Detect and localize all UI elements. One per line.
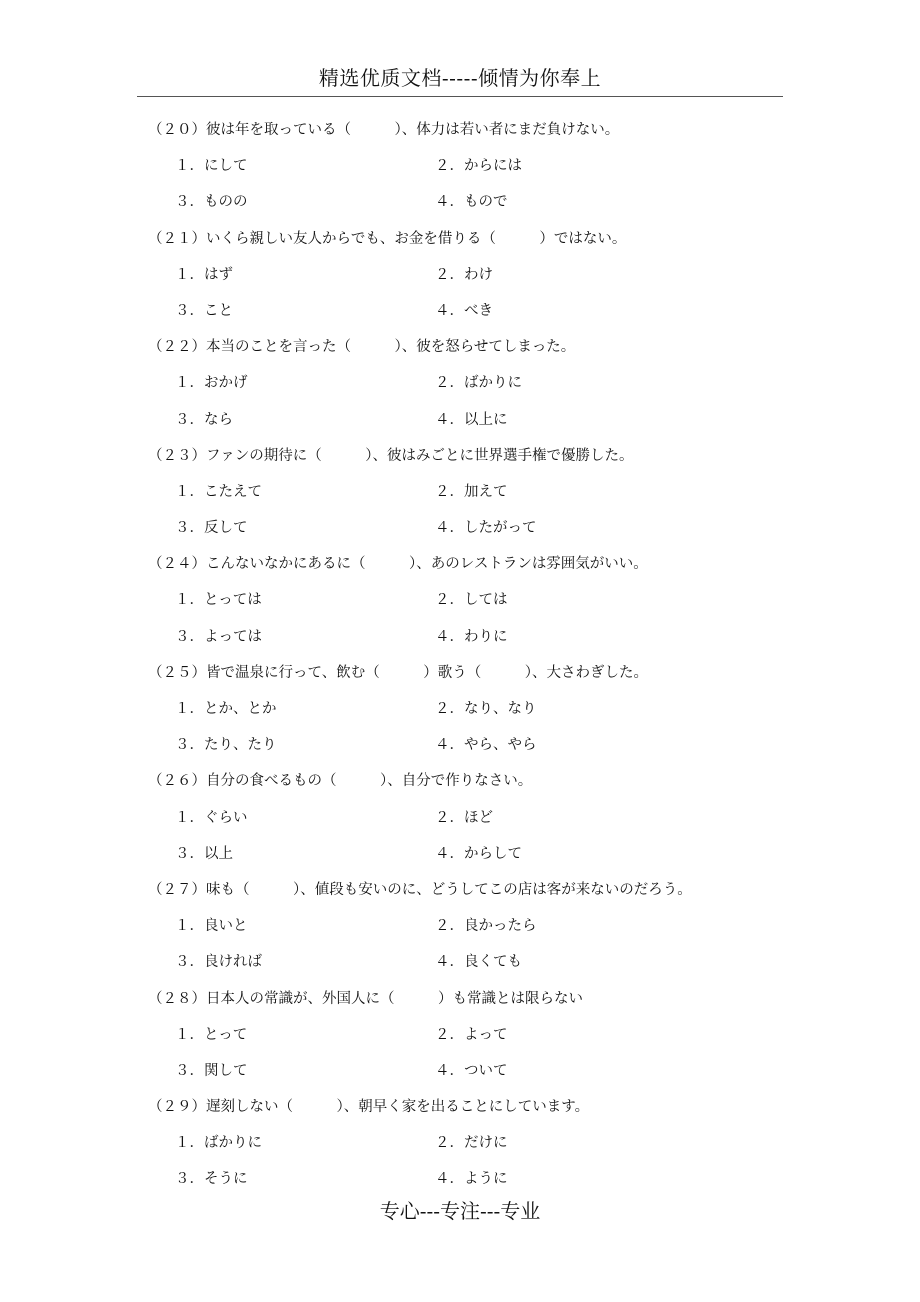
answer-option: ２．加えて [435,483,508,500]
answer-option: ４．べき [435,302,493,319]
option-row [148,474,848,510]
answer-option: ３．そうに [175,1171,248,1188]
answer-option: ２．ほど [435,809,493,826]
answer-option: ３．以上 [175,845,233,862]
question-item [148,221,848,330]
question-list [148,112,848,1198]
question-item [148,981,848,1090]
answer-option: ２．だけに [435,1135,508,1152]
question-stem: （２１）いくら親しい友人からでも、お金を借りる（ ）ではない。 [148,230,627,247]
answer-option: １．ばかりに [175,1135,262,1152]
option-row [148,365,848,401]
answer-option: ４．もので [435,194,508,211]
question-item [148,872,848,981]
answer-option: ３．良ければ [175,954,262,971]
question-item [148,112,848,221]
answer-option: １．はず [175,266,233,283]
question-item [148,763,848,872]
answer-option: ２．しては [435,592,508,609]
option-row [148,582,848,618]
option-row [148,908,848,944]
option-row [148,1125,848,1161]
option-row [148,1017,848,1053]
answer-option: １．にして [175,158,248,175]
question-item [148,438,848,547]
answer-option: ２．良かったら [435,918,537,935]
option-row [148,293,848,329]
answer-option: １．とっては [175,592,262,609]
answer-option: １．ぐらい [175,809,248,826]
question-item [148,329,848,438]
answer-option: １．こたえて [175,483,262,500]
question-stem: （２９）遅刻しない（ ）、朝早く家を出ることにしています。 [148,1099,590,1116]
answer-option: ３．なら [175,411,233,428]
answer-option: ４．からして [435,845,522,862]
option-row [148,836,848,872]
answer-option: ３．たり、たり [175,737,277,754]
option-row [148,184,848,220]
option-row [148,402,848,438]
option-row [148,944,848,980]
answer-option: １．良いと [175,918,248,935]
answer-option: １．とって [175,1026,248,1043]
question-stem: （２５）皆で温泉に行って、飲む（ ）歌う（ ）、大さわぎした。 [148,664,648,681]
question-stem: （２３）ファンの期待に（ ）、彼はみごとに世界選手権で優勝した。 [148,447,634,464]
option-row [148,619,848,655]
option-row [148,800,848,836]
answer-option: ２．よって [435,1026,508,1043]
answer-option: ４．以上に [435,411,508,428]
answer-option: ４．良くても [435,954,522,971]
answer-option: ２．なり、なり [435,701,537,717]
answer-option: ４．したがって [435,520,537,537]
answer-option: ４．わりに [435,628,508,645]
answer-option: ３．反して [175,520,248,537]
question-item [148,1089,848,1198]
answer-option: ２．わけ [435,266,493,283]
answer-option: １．とか、とか [175,701,277,717]
option-row [148,727,848,763]
question-item [148,655,848,764]
answer-option: ２．からには [435,158,522,175]
question-stem: （２８）日本人の常識が、外国人に（ ）も常識とは限らない [148,990,583,1007]
option-row [148,1161,848,1197]
option-row [148,148,848,184]
answer-option: １．おかげ [175,375,248,392]
answer-option: ３．関して [175,1062,248,1079]
answer-option: ４．ように [435,1171,508,1188]
answer-option: ４．ついて [435,1062,508,1079]
header-divider [137,96,783,97]
option-row [148,1053,848,1089]
answer-option: ２．ばかりに [435,375,522,392]
question-item [148,546,848,655]
answer-option: ４．やら、やら [435,737,537,754]
question-stem: （２７）味も（ ）、値段も安いのに、どうしてこの店は客が来ないのだろう。 [148,881,692,898]
question-stem: （２４）こんないなかにあるに（ ）、あのレストランは雰囲気がいい。 [148,556,648,573]
answer-option: ３．こと [175,302,233,319]
option-row [148,510,848,546]
page-footer: 专心---专注---专业 [379,1199,541,1223]
question-stem: （２２）本当のことを言った（ ）、彼を怒らせてしまった。 [148,339,576,356]
option-row [148,691,848,727]
question-stem: （２６）自分の食べるもの（ ）、自分で作りなさい。 [148,773,533,790]
page-header: 精选优质文档-----倾情为你奉上 [318,66,602,90]
question-stem: （２０）彼は年を取っている（ ）、体力は若い者にまだ負けない。 [148,122,620,138]
option-row [148,257,848,293]
answer-option: ３．ものの [175,194,248,211]
answer-option: ３．よっては [175,628,262,645]
